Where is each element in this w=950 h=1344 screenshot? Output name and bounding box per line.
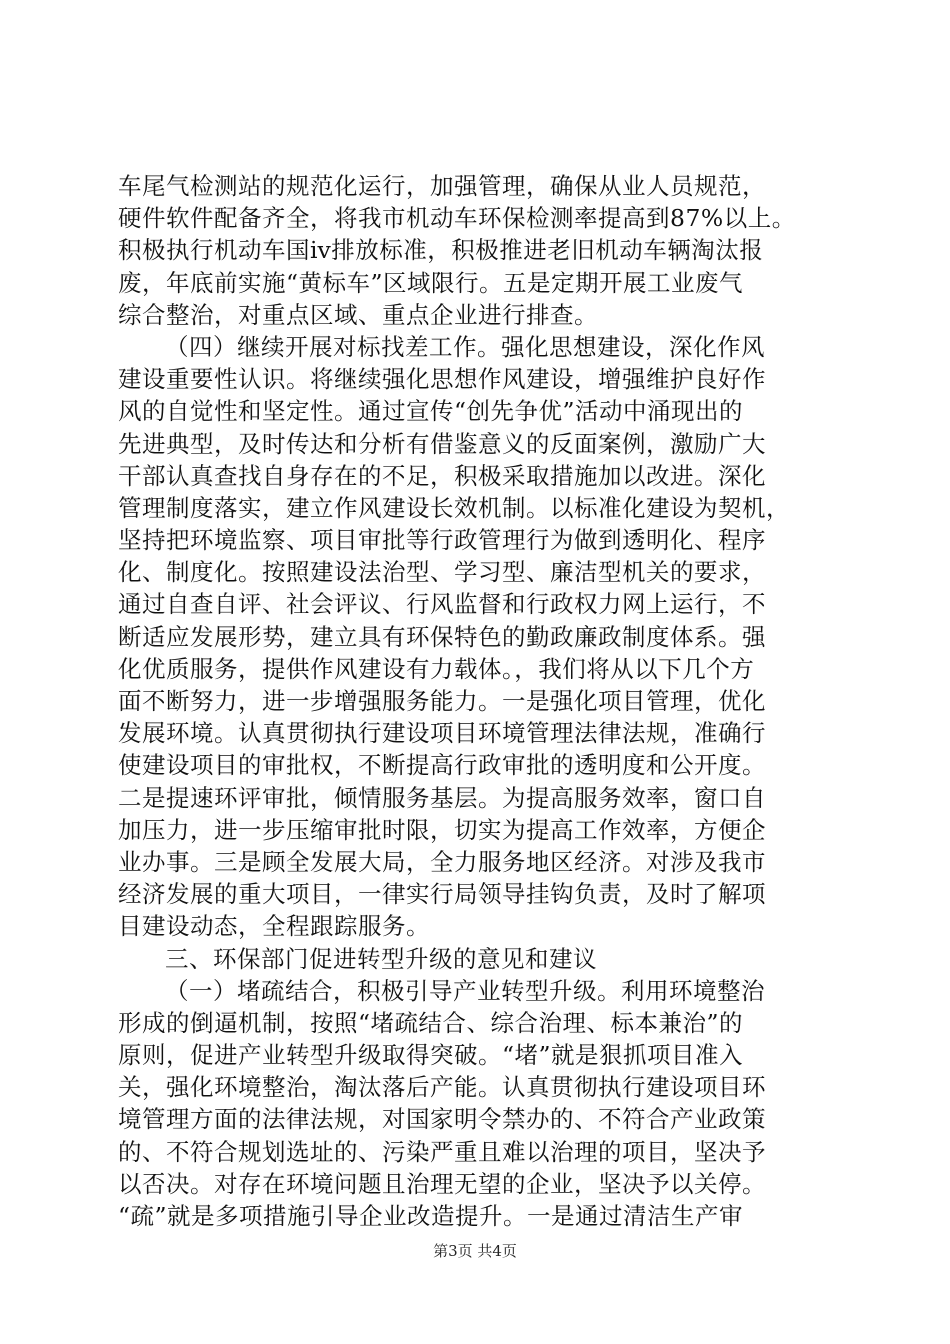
- text-line: 断适应发展形势，建立具有环保特色的勤政廉政制度体系。强: [118, 622, 766, 651]
- text-line: 使建设项目的审批权，不断提高行政审批的透明度和公开度。: [118, 751, 766, 780]
- text-line: 干部认真查找自身存在的不足，积极采取措施加以改进。深化: [118, 461, 766, 490]
- text-line: 废，年底前实施“黄标车”区域限行。五是定期开展工业废气: [118, 268, 744, 297]
- text-line: 三、环保部门促进转型升级的意见和建议: [165, 944, 597, 973]
- text-line: 原则，促进产业转型升级取得突破。“堵”就是狠抓项目准入: [118, 1041, 744, 1070]
- text-line: 发展环境。认真贯彻执行建设项目环境管理法律法规，准确行: [118, 719, 766, 748]
- text-line: 硬件软件配备齐全，将我市机动车环保检测率提高到87%以上。: [118, 204, 796, 233]
- text-line: 坚持把环境监察、项目审批等行政管理行为做到透明化、程序: [118, 526, 766, 555]
- document-body: [118, 170, 838, 1232]
- page-footer: 第3页 共4页: [433, 1242, 517, 1260]
- text-line: 加压力，进一步压缩审批时限，切实为提高工作效率，方便企: [118, 815, 766, 844]
- text-line: 关，强化环境整治，淘汰落后产能。认真贯彻执行建设项目环: [118, 1073, 766, 1102]
- text-line: 化、制度化。按照建设法治型、学习型、廉洁型机关的要求，: [118, 558, 766, 587]
- text-line: 以否决。对存在环境问题且治理无望的企业，坚决予以关停。: [118, 1169, 766, 1198]
- text-line: 车尾气检测站的规范化运行，加强管理，确保从业人员规范，: [118, 172, 766, 200]
- text-line: “疏”就是多项措施引导企业改造提升。一是通过清洁生产审: [118, 1202, 744, 1230]
- text-line: 形成的倒逼机制，按照“堵疏结合、综合治理、标本兼治”的: [118, 1008, 744, 1037]
- text-line: 目建设动态，全程跟踪服务。: [118, 912, 430, 941]
- text-line: 通过自查自评、社会评议、行风监督和行政权力网上运行，不: [118, 590, 766, 619]
- text-line: 积极执行机动车国ⅳ排放标准，积极推进老旧机动车辆淘汰报: [118, 236, 764, 265]
- text-line: 业办事。三是顾全发展大局，全力服务地区经济。对涉及我市: [118, 847, 766, 876]
- text-line: 综合整治，对重点区域、重点企业进行排查。: [118, 300, 598, 329]
- text-line: 建设重要性认识。将继续强化思想作风建设，增强维护良好作: [118, 365, 766, 394]
- text-line: 二是提速环评审批，倾情服务基层。为提高服务效率，窗口自: [118, 783, 766, 812]
- text-line: 面不断努力，进一步增强服务能力。一是强化项目管理，优化: [118, 687, 766, 715]
- text-line: 的、不符合规划选址的、污染严重且难以治理的项目，坚决予: [118, 1137, 766, 1166]
- text-line: 经济发展的重大项目，一律实行局领导挂钩负责，及时了解项: [118, 880, 766, 909]
- text-line: 管理制度落实，建立作风建设长效机制。以标准化建设为契机，: [118, 493, 790, 522]
- text-line: 化优质服务，提供作风建设有力载体。，我们将从以下几个方: [118, 654, 755, 683]
- text-line: （一）堵疏结合，积极引导产业转型升级。利用环境整治: [165, 976, 765, 1005]
- text-line: 先进典型，及时传达和分析有借鉴意义的反面案例，激励广大: [118, 429, 766, 458]
- text-line: 境管理方面的法律法规，对国家明令禁办的、不符合产业政策: [118, 1105, 766, 1134]
- text-line: （四）继续开展对标找差工作。强化思想建设，深化作风: [165, 332, 765, 361]
- text-line: 风的自觉性和坚定性。通过宣传“创先争优”活动中涌现出的: [118, 397, 744, 426]
